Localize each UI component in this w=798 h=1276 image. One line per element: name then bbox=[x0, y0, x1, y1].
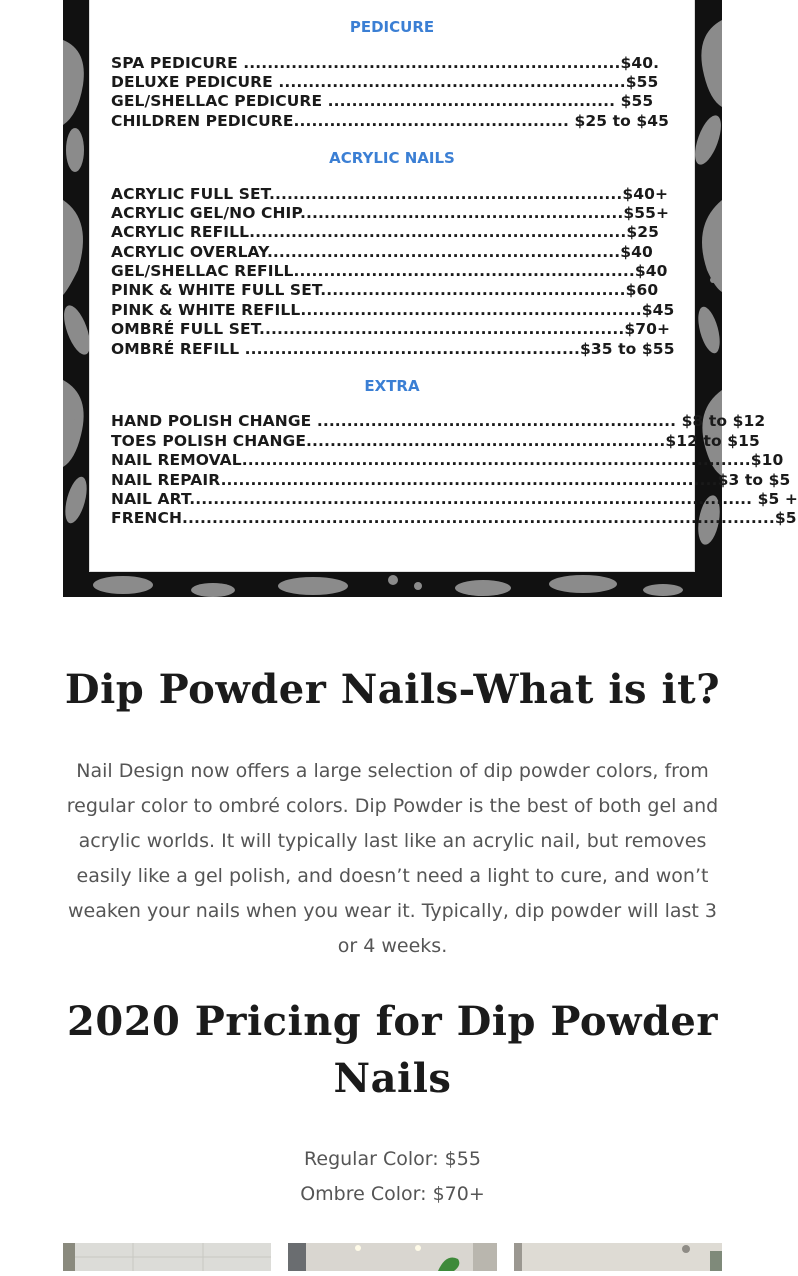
menu-item bbox=[111, 412, 765, 431]
menu-item bbox=[111, 185, 668, 204]
menu-item bbox=[111, 204, 669, 223]
menu-item bbox=[111, 451, 783, 470]
menu-item-name: ACRYLIC FULL SET bbox=[111, 185, 269, 203]
leader-dots: ................................................................................... bbox=[220, 471, 718, 489]
gallery-photo[interactable] bbox=[514, 1243, 722, 1271]
menu-item-name: NAIL REMOVAL bbox=[111, 451, 242, 469]
menu-item-price: $40+ bbox=[622, 185, 669, 203]
menu-item bbox=[111, 262, 668, 281]
menu-item-name: OMBRÉ FULL SET bbox=[111, 320, 260, 338]
leader-dots: ............................................................ bbox=[306, 432, 666, 450]
menu-item-name: NAIL ART bbox=[111, 490, 190, 508]
leader-dots: ......................................................... bbox=[300, 301, 642, 319]
menu-item-name: SPA PEDICURE bbox=[111, 54, 238, 72]
menu-item-price: $5 + bbox=[752, 490, 798, 508]
menu-item bbox=[111, 223, 659, 242]
menu-item-price: $35 to $55 bbox=[580, 340, 675, 358]
leader-dots: ........................................................ bbox=[239, 340, 581, 358]
menu-item-name: TOES POLISH CHANGE bbox=[111, 432, 307, 450]
menu-item-price: $40 bbox=[634, 262, 668, 280]
menu-item bbox=[111, 243, 653, 262]
menu-item-price: $12 to $15 bbox=[665, 432, 760, 450]
leader-dots: .............................................................................................. bbox=[189, 490, 753, 508]
menu-item-name: PINK & WHITE REFILL bbox=[111, 301, 301, 319]
leader-dots: ......................................................... bbox=[293, 262, 635, 280]
menu-item bbox=[111, 92, 653, 111]
leader-dots: ................................................... bbox=[320, 281, 626, 299]
menu-item-name: OMBRÉ REFILL bbox=[111, 340, 240, 358]
leader-dots: ........................................................... bbox=[269, 185, 623, 203]
menu-item-price: $40 bbox=[620, 243, 653, 261]
menu-item-price: $25 bbox=[626, 223, 660, 241]
menu-item bbox=[111, 471, 790, 490]
menu-item-name: DELUXE PEDICURE bbox=[111, 73, 273, 91]
price-menu-image bbox=[63, 0, 798, 597]
menu-item-price: $60 bbox=[625, 281, 659, 299]
menu-item bbox=[111, 340, 675, 359]
leader-dots: ............................................................. bbox=[259, 320, 625, 338]
menu-item-name: ACRYLIC OVERLAY bbox=[111, 243, 267, 261]
menu-item-name: ACRYLIC REFILL bbox=[111, 223, 250, 241]
menu-item-price: $8 to $12 bbox=[676, 412, 766, 430]
leader-dots: ................................................................................................... bbox=[182, 509, 775, 527]
menu-item-name: FRENCH bbox=[111, 509, 183, 527]
menu-item bbox=[111, 281, 658, 300]
pricing-heading-line1: 2020 Pricing for Dip Powder bbox=[67, 998, 718, 1045]
menu-item-price: $55 bbox=[615, 92, 654, 110]
menu-item-price: $25 to $45 bbox=[568, 112, 670, 130]
menu-item bbox=[111, 509, 797, 528]
menu-item-price: $5 bbox=[774, 509, 797, 527]
leader-dots: ........................................................... bbox=[266, 243, 621, 261]
menu-item-price: $10 bbox=[750, 451, 784, 469]
pricing-heading-line2: Nails bbox=[333, 1055, 452, 1102]
menu-section-title: PEDICURE bbox=[349, 18, 435, 36]
menu-item-name: CHILDREN PEDICURE bbox=[111, 112, 294, 130]
menu-card bbox=[90, 0, 798, 571]
menu-section-title: EXTRA bbox=[364, 377, 420, 395]
menu-item-price: $40. bbox=[620, 54, 660, 72]
menu-item-name: NAIL REPAIR bbox=[111, 471, 221, 489]
menu-item bbox=[111, 54, 659, 73]
gallery-photo[interactable] bbox=[288, 1243, 497, 1271]
menu-item bbox=[111, 432, 760, 451]
menu-item-price: $45 bbox=[641, 301, 675, 319]
leader-dots: .......................................................... bbox=[272, 73, 626, 91]
menu-item-name: GEL/SHELLAC REFILL bbox=[111, 262, 294, 280]
menu-section-title: ACRYLIC NAILS bbox=[329, 149, 455, 167]
menu-item-name: PINK & WHITE FULL SET bbox=[111, 281, 321, 299]
menu-item bbox=[111, 73, 658, 92]
dip-powder-heading: Dip Powder Nails-What is it? bbox=[64, 666, 721, 713]
leader-dots: .............................................. bbox=[293, 112, 569, 130]
menu-item-price: $3 to $5 bbox=[717, 471, 791, 489]
leader-dots: ...................................................... bbox=[300, 204, 624, 222]
leader-dots: ............................................................... bbox=[249, 223, 627, 241]
menu-item-price: $70+ bbox=[624, 320, 671, 338]
ombre-color-price: Ombre Color: $70+ bbox=[300, 1183, 485, 1205]
regular-color-price: Regular Color: $55 bbox=[304, 1148, 481, 1170]
menu-item-price: $55+ bbox=[623, 204, 670, 222]
gallery-photo[interactable] bbox=[63, 1243, 271, 1271]
menu-item-name: HAND POLISH CHANGE bbox=[111, 412, 312, 430]
menu-item-price: $55 bbox=[625, 73, 659, 91]
leader-dots: ............................................................ bbox=[311, 412, 677, 430]
menu-item bbox=[111, 301, 674, 320]
menu-item bbox=[111, 320, 670, 339]
menu-item bbox=[111, 490, 798, 509]
leader-dots: ................................................ bbox=[322, 92, 616, 110]
menu-item-name: GEL/SHELLAC PEDICURE bbox=[111, 92, 323, 110]
dip-powder-description: Nail Design now offers a large selection of dip powder colors, from regular color to ombré colors. Dip Powder is the best of both gel and acrylic worlds. It will typically last like an acrylic nail, but removes easily like a gel polish, and doesn’t need a light to cure, and won’t weaken your nails when you wear it. Typically, dip powder will last 3 or 4 weeks. bbox=[66, 760, 719, 957]
menu-item-name: ACRYLIC GEL/NO CHIP bbox=[111, 204, 301, 222]
menu-item bbox=[111, 112, 669, 131]
leader-dots: ............................................................... bbox=[237, 54, 621, 72]
leader-dots: ..................................................................................... bbox=[241, 451, 751, 469]
